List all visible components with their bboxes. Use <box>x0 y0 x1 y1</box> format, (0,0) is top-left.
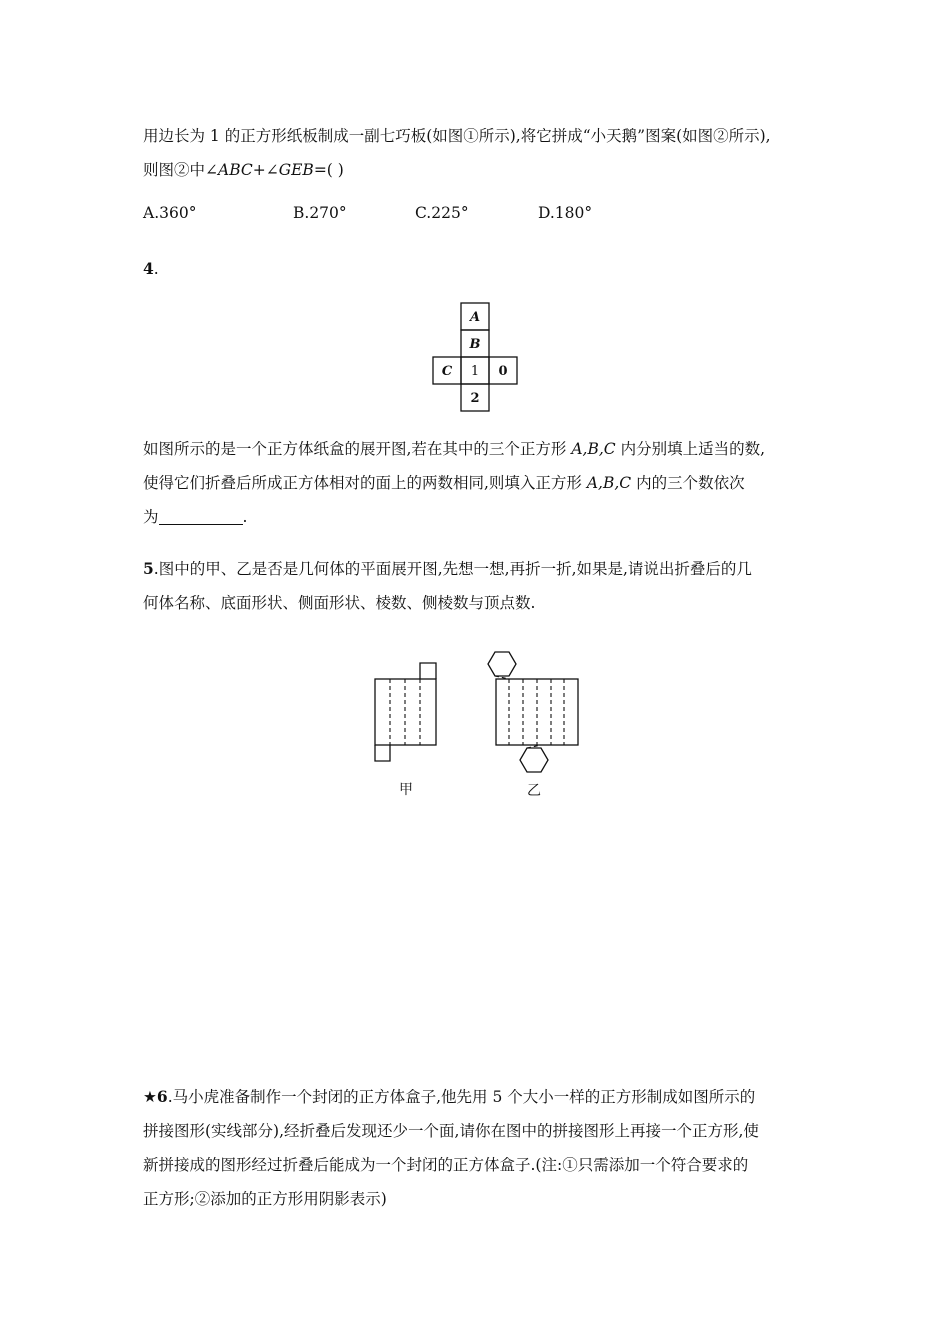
net-label-1: 1 <box>470 364 480 379</box>
q6-number: 6 <box>156 1087 168 1106</box>
q4-cube-net-figure <box>430 300 522 416</box>
q3-option-a: A.360° <box>143 204 197 222</box>
q4-line-2 <box>143 466 823 500</box>
q4-number: 4 <box>143 259 154 278</box>
net-label-b: B <box>469 337 481 352</box>
q3-text <box>143 119 823 187</box>
caption-yi: 乙 <box>527 783 541 799</box>
q5-figure-yi <box>485 649 581 777</box>
q4-line-2-pre: 使得它们折叠后所成正方体相对的面上的两数相同,则填入正方形 <box>143 474 587 492</box>
q5-line-2: 何体名称、底面形状、侧面形状、棱数、侧棱数与顶点数. <box>143 594 536 612</box>
q3-line-2-post: =( ) <box>313 161 344 179</box>
q6-line-1 <box>143 1080 823 1114</box>
net-label-0: 0 <box>498 364 508 379</box>
q3-option-d: D.180° <box>538 204 593 222</box>
q6-text <box>143 1080 823 1216</box>
q6-line-2: 拼接图形(实线部分),经折叠后发现还少一个面,请你在图中的拼接图形上再接一个正方形,使 <box>143 1122 759 1140</box>
q4-vars-2: A,B,C <box>586 474 632 492</box>
q3-line-2 <box>143 153 823 187</box>
q5-line-1-text: .图中的甲、乙是否是几何体的平面展开图,先想一想,再折一折,如果是,请说出折叠后的几 <box>153 560 752 578</box>
q4-line-2-post: 内的三个数依次 <box>631 474 745 492</box>
q4-line-3-post: . <box>242 508 248 526</box>
q5-number: 5 <box>143 559 154 578</box>
q4-text <box>143 432 823 534</box>
star-icon: ★ <box>143 1088 157 1106</box>
q3-angle-geb: GEB <box>278 161 314 179</box>
q3-option-c: C.225° <box>415 204 469 222</box>
net-label-2: 2 <box>470 391 480 406</box>
q4-vars-1: A,B,C <box>571 440 616 458</box>
q5-figure-jia <box>372 660 442 764</box>
q4-line-1-pre: 如图所示的是一个正方体纸盒的展开图,若在其中的三个正方形 <box>143 440 572 458</box>
q3-plus-angle: +∠ <box>252 161 279 179</box>
q6-line-3: 新拼接成的图形经过折叠后能成为一个封闭的正方体盒子.(注:①只需添加一个符合要求的 <box>143 1156 749 1174</box>
caption-jia: 甲 <box>399 782 413 798</box>
q3-option-b: B.270° <box>293 204 347 222</box>
q4-dot: . <box>153 260 159 278</box>
q3-line-1: 用边长为 1 的正方形纸板制成一副七巧板(如图①所示),将它拼成“小天鹅”图案(如图②所示), <box>143 127 771 145</box>
q3-options <box>143 204 743 228</box>
net-label-c: C <box>441 364 453 379</box>
q6-line-4: 正方形;②添加的正方形用阴影表示) <box>143 1190 387 1208</box>
q4-number-line <box>143 252 823 286</box>
q6-line-1-text: .马小虎准备制作一个封闭的正方体盒子,他先用 5 个大小一样的正方形制成如图所示的 <box>167 1088 756 1106</box>
q4-line-3-pre: 为 <box>143 508 159 526</box>
q3-line-2-pre: 则图②中∠ <box>143 161 218 179</box>
q5-text <box>143 552 823 620</box>
q5-line-1 <box>143 552 823 586</box>
net-label-a: A <box>469 310 481 325</box>
q4-answer-blank[interactable] <box>159 506 243 525</box>
q3-angle-abc: ABC <box>218 161 253 179</box>
q4-line-3 <box>143 500 823 534</box>
q4-line-1-post: 内分别填上适当的数, <box>615 440 766 458</box>
q4-line-1 <box>143 432 823 466</box>
